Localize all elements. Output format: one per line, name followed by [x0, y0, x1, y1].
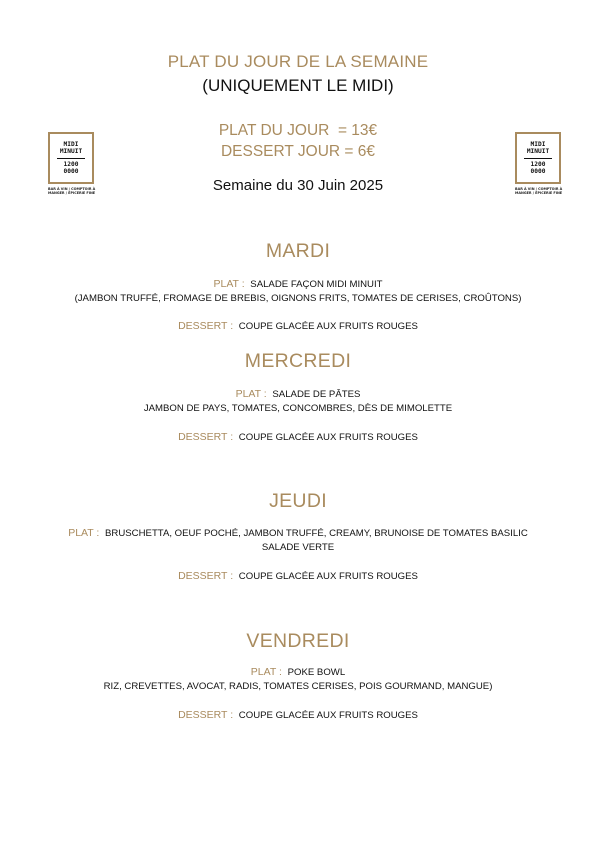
plat-price: PLAT DU JOUR = 13€: [218, 122, 378, 139]
plat-name: POKE BOWL: [287, 667, 346, 678]
plat-label: PLAT :: [250, 666, 282, 678]
logo-line: 0000: [63, 167, 79, 175]
logo-tagline-line: BAR À VIN / COMPTOIR À: [515, 187, 563, 191]
plat-line: [0, 278, 596, 290]
logo-line: MINUIT: [59, 148, 83, 156]
plat-line: [0, 527, 596, 539]
day-heading-mardi: MARDI: [265, 240, 331, 262]
dessert-line: [0, 709, 596, 721]
dessert-line: [0, 320, 596, 332]
plat-name: SALADE FAÇON MIDI MINUIT: [250, 279, 383, 290]
day-heading-jeudi: JEUDI: [269, 490, 327, 512]
dessert-name: COUPE GLACÉE AUX FRUITS ROUGES: [238, 321, 418, 332]
plat-line: [0, 388, 596, 400]
plat-label: PLAT :: [235, 388, 267, 400]
dessert-label: DESSERT :: [178, 709, 234, 721]
dessert-price: DESSERT JOUR = 6€: [220, 143, 376, 160]
logo-tagline-line: BAR À VIN / COMPTOIR À: [48, 187, 96, 191]
dessert-label: DESSERT :: [178, 570, 234, 582]
dessert-line: [0, 570, 596, 582]
plat-label: PLAT :: [213, 278, 245, 290]
plat-detail: RIZ, CREVETTES, AVOCAT, RADIS, TOMATES CERISES, POIS GOURMAND, MANGUE): [103, 681, 493, 692]
dessert-name: COUPE GLACÉE AUX FRUITS ROUGES: [238, 432, 418, 443]
dessert-name: COUPE GLACÉE AUX FRUITS ROUGES: [238, 571, 418, 582]
logo-line: 1200: [63, 160, 79, 168]
plat-label: PLAT :: [68, 527, 100, 539]
plat-detail: SALADE VERTE: [261, 542, 335, 553]
day-heading-vendredi: VENDREDI: [246, 630, 350, 652]
plat-line: [0, 666, 596, 678]
plat-detail: (JAMBON TRUFFÉ, FROMAGE DE BREBIS, OIGNONS FRITS, TOMATES DE CERISES, CROÛTONS): [74, 293, 522, 304]
dessert-label: DESSERT :: [178, 320, 234, 332]
logo-line: MIDI: [530, 141, 546, 149]
logo-line: 0000: [530, 167, 546, 175]
page-title: PLAT DU JOUR DE LA SEMAINE: [167, 52, 429, 71]
logo-line: MIDI: [63, 141, 79, 149]
logo-tagline-line: MANGER / ÉPICERIE FINE: [48, 191, 96, 196]
logo-line: MINUIT: [526, 148, 550, 156]
plat-name: SALADE DE PÂTES: [272, 389, 361, 400]
page-subtitle: (UNIQUEMENT LE MIDI): [202, 76, 394, 95]
plat-name: BRUSCHETTA, OEUF POCHÉ, JAMBON TRUFFÉ, CREAMY, BRUNOISE DE TOMATES BASILIC: [105, 528, 528, 539]
plat-detail: JAMBON DE PAYS, TOMATES, CONCOMBRES, DÈS DE MIMOLETTE: [143, 403, 453, 414]
week-label: Semaine du 30 Juin 2025: [212, 177, 384, 194]
logo-line: 1200: [530, 160, 546, 168]
day-heading-mercredi: MERCREDI: [244, 350, 352, 372]
dessert-line: [0, 431, 596, 443]
dessert-name: COUPE GLACÉE AUX FRUITS ROUGES: [238, 710, 418, 721]
logo-tagline-line: MANGER / ÉPICERIE FINE: [515, 191, 563, 196]
dessert-label: DESSERT :: [178, 431, 234, 443]
